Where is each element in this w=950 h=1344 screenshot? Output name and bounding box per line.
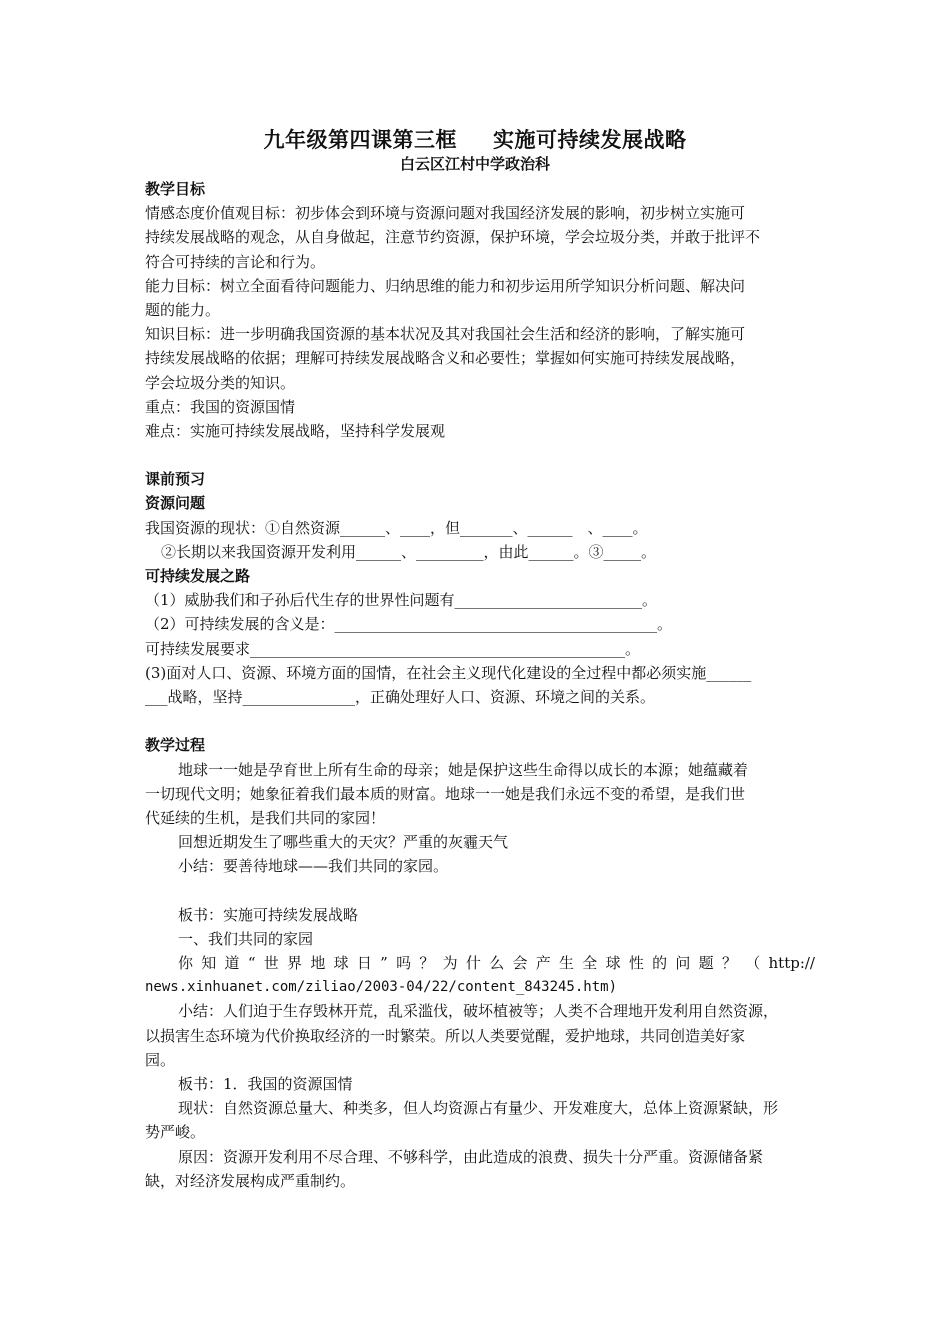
source-url: news.xinhuanet.com/ziliao/2003-04/22/content_843245.htm) xyxy=(145,979,618,996)
goals-heading: 教学目标 xyxy=(145,180,206,198)
summary-line: 小结：要善待地球——我们共同的家园。 xyxy=(178,857,449,876)
question-requirement: 可持续发展要求__________________________________________________。 xyxy=(145,639,641,658)
cause-paragraph-line: 原因：资源开发利用不尽合理、不够科学，由此造成的浪费、损失十分严重。资源储备紧 xyxy=(178,1147,764,1166)
summary-paragraph-line: 园。 xyxy=(145,1050,176,1069)
key-point: 重点：我国的资源国情 xyxy=(145,397,296,416)
question-line: 你知道“世界地球日”吗？为什么会产生全球性的问题？（http:// xyxy=(178,954,815,972)
knowledge-goal-line: 知识目标：进一步明确我国资源的基本状况及其对我国社会生活和经济的影响，了解实施可 xyxy=(145,325,746,344)
summary-paragraph-line: 以损害生态环境为代价换取经济的一时繁荣。所以人类要觉醒，爱护地球，共同创造美好家 xyxy=(145,1026,746,1045)
emotion-goal-line: 持续发展战略的观念，从自身做起，注意节约资源，保护环境，学会垃圾分类，并敢于批评不 xyxy=(145,228,761,247)
status-paragraph-line: 现状：自然资源总量大、种类多，但人均资源占有量少、开发难度大，总体上资源紧缺，形 xyxy=(178,1099,779,1118)
title-topic: 实施可持续发展战略 xyxy=(493,128,687,152)
question-3-line: (3)面对人口、资源、环境方面的国情，在社会主义现代化建设的全过程中都必须实施______ xyxy=(145,663,752,682)
ability-goal-line: 能力目标：树立全面看待问题能力、归纳思维的能力和初步运用所学知识分析问题、解决问 xyxy=(145,276,746,295)
question-2: （2）可持续发展的含义是：___________________________________________。 xyxy=(145,615,673,634)
preview-heading: 课前预习 xyxy=(145,470,206,489)
intro-paragraph-line: 地球一一她是孕育世上所有生命的母亲；她是保护这些生命得以成长的本源；她蕴藏着 xyxy=(178,760,749,779)
intro-paragraph-line: 代延续的生机，是我们共同的家园！ xyxy=(145,808,386,827)
title-lesson: 九年级第四课第三框 xyxy=(263,128,457,152)
recall-line: 回想近期发生了哪些重大的天灾？严重的灰霾天气 xyxy=(178,833,509,852)
board-note: 板书：实施可持续发展战略 xyxy=(178,905,359,924)
sustain-heading: 可持续发展之路 xyxy=(145,567,251,585)
section-heading: 一、我们共同的家园 xyxy=(178,929,314,948)
page-title xyxy=(0,124,950,154)
status-paragraph-line: 势严峻。 xyxy=(145,1123,206,1142)
emotion-goal-line: 情感态度价值观目标：初步体会到环境与资源问题对我国经济发展的影响，初步树立实施可 xyxy=(145,204,746,223)
intro-paragraph-line: 一切现代文明；她象征着我们最本质的财富。地球一一她是我们永远不变的希望，是我们世 xyxy=(145,784,746,803)
document-body xyxy=(145,177,815,1193)
page-subtitle: 白云区江村中学政治科 xyxy=(399,155,550,173)
resource-usage-line: ②长期以来我国资源开发利用______、_________，由此______。③_____。 xyxy=(161,542,657,561)
question-1: （1）威胁我们和子孙后代生存的世界性问题有_________________________。 xyxy=(145,591,658,610)
ability-goal-line: 题的能力。 xyxy=(145,300,221,319)
knowledge-goal-line: 学会垃圾分类的知识。 xyxy=(145,373,296,392)
difficult-point: 难点：实施可持续发展战略，坚持科学发展观 xyxy=(145,421,446,440)
question-3-line: ___战略，坚持_______________，正确处理好人口、资源、环境之间的关系。 xyxy=(145,687,656,706)
knowledge-goal-line: 持续发展战略的依据；理解可持续发展战略含义和必要性；掌握如何实施可持续发展战略， xyxy=(145,349,746,368)
resource-heading: 资源问题 xyxy=(145,494,206,513)
cause-paragraph-line: 缺，对经济发展构成严重制约。 xyxy=(145,1171,356,1190)
process-heading: 教学过程 xyxy=(145,736,206,755)
emotion-goal-line: 符合可持续的言论和行为。 xyxy=(145,252,326,271)
resource-status-line: 我国资源的现状：①自然资源______、____，但_______、______ 、____。 xyxy=(145,518,648,537)
board-note: 板书：1．我国的资源国情 xyxy=(178,1074,353,1093)
summary-paragraph-line: 小结：人们迫于生存毁林开荒，乱采滥伐，破坏植被等；人类不合理地开发利用自然资源， xyxy=(178,1002,779,1021)
